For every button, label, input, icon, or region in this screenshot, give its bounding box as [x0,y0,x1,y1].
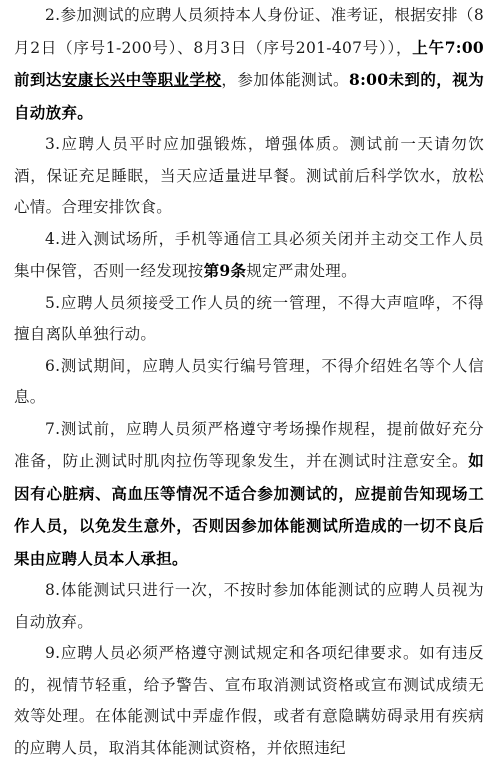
text-run: 2.参加测试的应聘人员须持本人身份证、准考证，根据安排（8月2日（序号1-200号）、8月3日（序号201-407号））， [14,6,484,57]
rule-item-6 [14,351,484,414]
text-run: ，参加体能测试。 [221,71,350,89]
text-run: 6.测试期间，应聘人员实行编号管理，不得介绍姓名等个人信息。 [14,356,484,406]
text-run: 规定严肃处理。 [246,262,357,280]
text-run: 3.应聘人员平时应加强锻炼，增强体质。测试前一天请勿饮酒，保证充足睡眠，当天应适量进早餐。测试前后科学饮水，放松心情。合理安排饮食。 [14,135,484,216]
text-run: 5.应聘人员须接受工作人员的统一管理，不得大声喧哗，不得擅自离队单独行动。 [14,293,484,343]
text-run: 7.测试前，应聘人员须严格遵守考场操作规程，提前做好充分准备，防止测试时肌肉拉伤等现象发生，并在测试时注意安全。 [14,419,484,470]
text-run: 9.应聘人员必须严格遵守测试规定和各项纪律要求。如有违反的，视情节轻重，给予警告、宣布取消测试资格或宣布测试成绩无效等处理。在体能测试中弄虚作假，或者有意隐瞒妨碍录用有疾病的应聘人员，取消其体能测试资格，并依照违纪 [14,644,484,757]
rule-item-4 [14,224,484,288]
rule-item-5 [14,288,484,351]
rule-item-9 [14,638,484,764]
text-run: 4.进入测试场所，手机等通信工具必须关闭并主动交工作人员集中保管，否则一经发现按 [14,229,484,280]
text-run: 安康长兴中等职业学校 [61,70,222,89]
text-run: 如因有心脏病、高血压等情况不适合参加测试的，应提前告知现场工作人员，以免发生意外，否则因参加体能测试所造成的一切不良后果由应聘人员本人承担。 [14,451,484,568]
rule-item-8 [14,575,484,638]
text-run: 上午7:00前到达 [14,37,484,89]
text-run: 第9条 [203,261,247,280]
rule-item-3 [14,129,484,224]
rule-item-2 [14,0,484,129]
text-run: 8:00未到的，视为自动放弃。 [14,70,485,122]
rule-item-7 [14,414,484,576]
text-run: 8.体能测试只进行一次，不按时参加体能测试的应聘人员视为自动放弃。 [14,581,484,631]
document-body [14,0,484,764]
